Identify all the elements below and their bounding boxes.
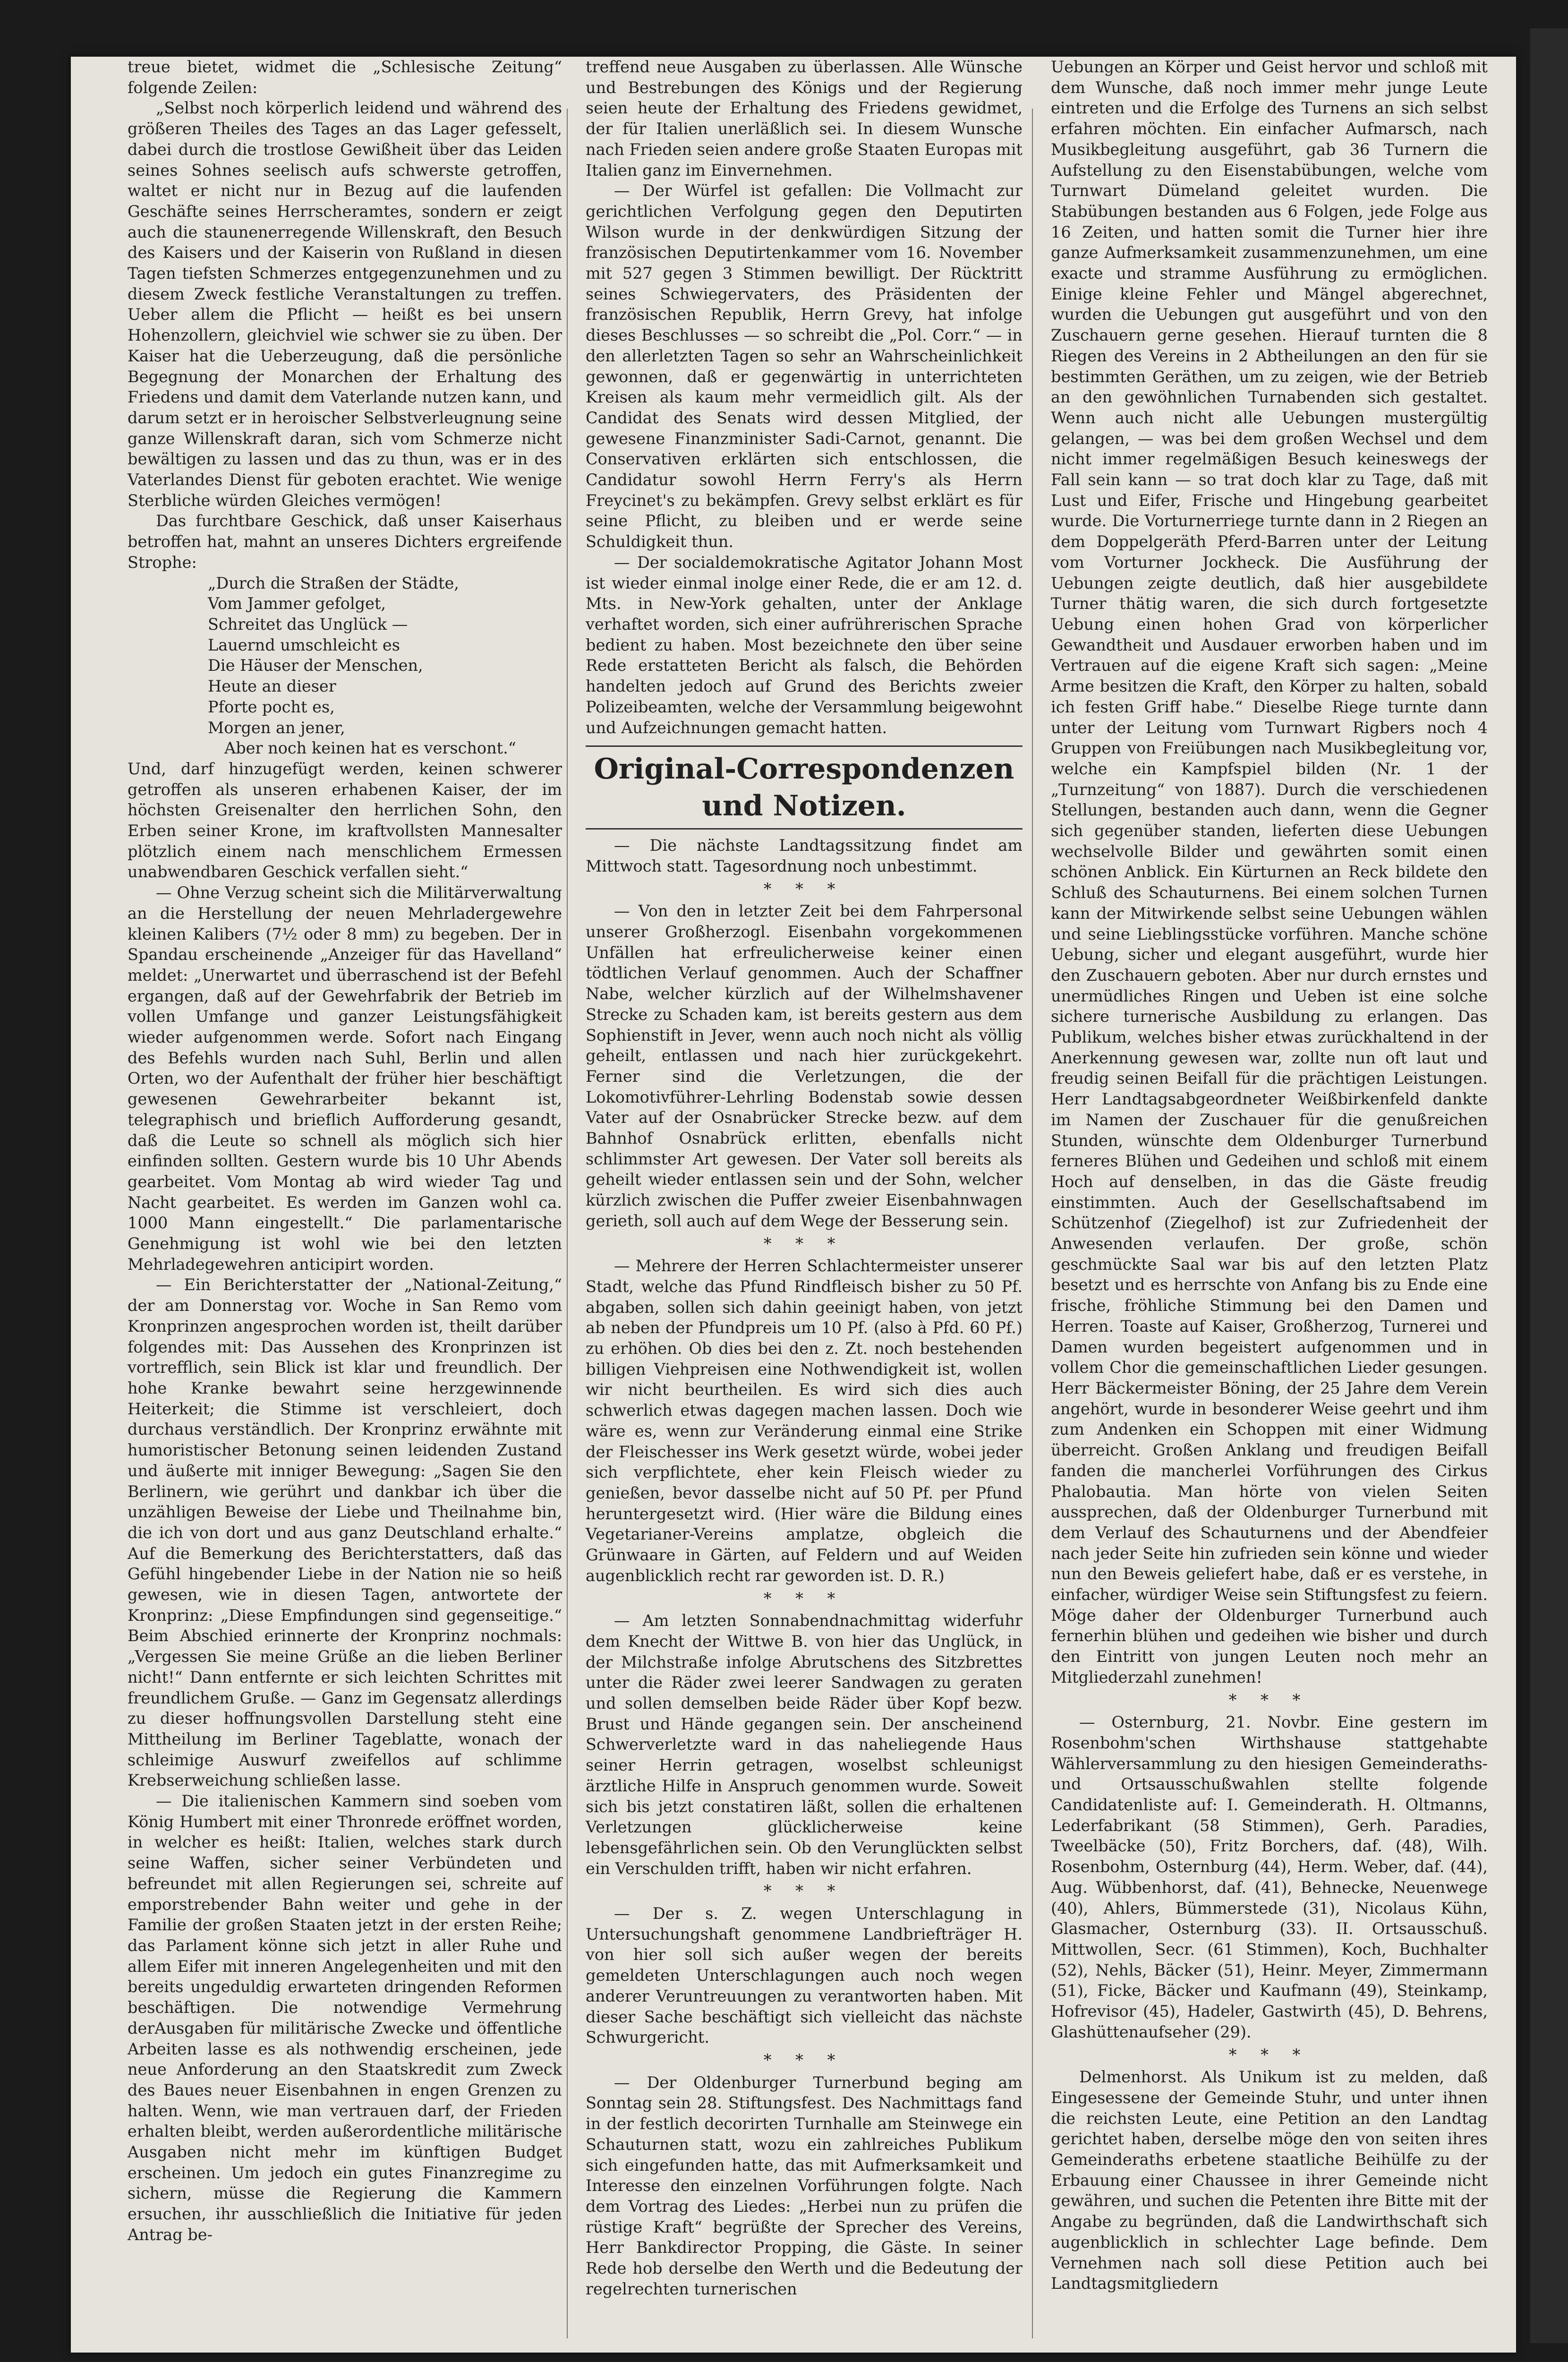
separator: * * * bbox=[1228, 2045, 1310, 2064]
separator: * * * bbox=[763, 2050, 845, 2069]
separator: * * * bbox=[763, 1882, 845, 1900]
verse-line: Heute an dieser bbox=[208, 677, 336, 696]
paragraph: — Am letzten Sonnabendnachmittag widerfuhr dem Knecht der Wittwe B. von hier das Unglück, in der Milchstraße infolge Abrutschens des Sitzbrettes unter die Räder zwei leerer Sandwagen zu geraten und sollen demselben beide Räder über Kopf bezw. Brust und Hände gegangen sein. Der anscheinend Schwerverletzte ward in das naheliegende Haus seiner Herrin getragen, woselbst schleunigst ärztliche Hilfe in Anspruch genommen wurde. Soweit sich bis jetzt constatiren läßt, sollen die erhaltenen Verletzungen glücklicherweise keine lebensgefährlichen sein. Ob den Verunglückten selbst ein Verschulden trifft, haben wir nicht erfahren. bbox=[586, 1611, 1023, 1878]
verse-line: „Durch die Straßen der Städte, bbox=[208, 573, 459, 592]
column-1 bbox=[128, 57, 562, 2286]
separator: * * * bbox=[763, 1234, 845, 1253]
column-rule-1 bbox=[567, 109, 568, 2338]
verse-line: Pforte pocht es, bbox=[208, 697, 335, 716]
paragraph: — Osternburg, 21. Novbr. Eine gestern im Rosenbohm'schen Wirthshause stattgehabte Wählerversammlung zu den hiesigen Gemeinderaths- und Ortsausschußwahlen stellte folgende Candidatenliste auf: I. Gemeinderath. H. Oltmanns, Lederfabrikant (58 Stimmen), Gerh. Paradies, Tweelbäcke (50), Fritz Borchers, daf. (48), Wilh. Rosenbohm, Osternburg (44), Herm. Weber, daf. (44), Aug. Wübbenhorst, daf. (41), Behnecke, Neuenwege (40), Ahlers, Bümmerstede (31), Nicolaus Kühn, Glasmacher, Osternburg (33). II. Ortsausschuß. Mittwollen, Secr. (61 Stimmen), Koch, Buchhalter (52), Nehls, Bäcker (51), Heinr. Meyer, Zimmermann (51), Ficke, Bäcker und Kaufmann (49), Steinkamp, Hofrevisor (45), Hadeler, Gastwirth (45), D. Behrens, Glashüttenaufseher (29). bbox=[1051, 1713, 1488, 2041]
poem-verse bbox=[128, 573, 562, 759]
separator: * * * bbox=[1228, 1690, 1310, 1709]
paragraph: — Ohne Verzug scheint sich die Militärverwaltung an die Herstellung der neuen Mehrladergewehre kleinen Kalibers (7½ oder 8 mm) zu begeben. Der in Spandau erscheinende „Anzeiger für das Havelland“ meldet: „Unerwartet und überraschend ist der Befehl ergangen, daß auf der Gewehrfabrik der Betrieb im vollen Umfange und ganzer Leistungsfähigkeit wieder aufgenommen werde. Sofort nach Eingang des Befehls wurden nach Suhl, Berlin und allen Orten, wo der Aufenthalt der früher hier beschäftigt gewesenen Gewehrarbeiter bekannt ist, telegraphisch und brieflich Aufforderung gesandt, daß die Leute so schnell als möglich sich hier einfinden sollten. Gestern wurde bis 10 Uhr Abends gearbeitet. Vom Montag ab wird wieder Tag und Nacht gearbeitet. Es werden im Ganzen wohl ca. 1000 Mann eingestellt.“ Die parlamentarische Genehmigung ist wohl wie bei den letzten Mehrladegewehren anticipirt worden. bbox=[128, 883, 562, 1274]
column-2 bbox=[586, 57, 1023, 2298]
paragraph: — Die italienischen Kammern sind soeben vom König Humbert mit einer Thronrede eröffnet worden, in welcher es heißt: Italien, welches stark durch seine Waffen, sicher seiner Verbündeten und befreundet mit allen Regierungen sei, schreite auf emporstrebender Bahn weiter und gehe in der Familie der großen Staaten jetzt in der ersten Reihe; das Parlament könne sich jetzt in aller Ruhe und allem Eifer mit inneren Angelegenheiten und mit den bereits ungeduldig erwarteten dringenden Reformen beschäftigen. Die notwendige Vermehrung derAusgaben für militärische Zwecke und öffentliche Arbeiten lasse es als nothwendig erscheinen, jede neue Anforderung an den Staatskredit zum Zweck des Baues neuer Eisenbahnen in engen Grenzen zu halten. Wenn, wie man vertrauen darf, der Frieden erhalten bleibt, werden außerordentliche militärische Ausgaben nicht mehr im künftigen Budget erscheinen. Um jedoch ein gutes Finanzregime zu sichern, müsse die Regierung die Kammern ersuchen, ihr ausschließlich die Initiative für jeden Antrag be- bbox=[128, 1792, 562, 2244]
paragraph: treffend neue Ausgaben zu überlassen. Alle Wünsche und Bestrebungen des Königs und der Regierung seien heute der Erhaltung des Friedens gewidmet, der für Italien unerläßlich sei. In diesem Wunsche nach Frieden seien andere große Staaten Europas mit Italien ganz im Einvernehmen. bbox=[586, 58, 1023, 180]
paragraph: Delmenhorst. Als Unikum ist zu melden, daß Eingesessene der Gemeinde Stuhr, und unter ihnen die reichsten Leute, eine Petition an den Landtag gerichtet haben, derselbe möge den von seiten ihres Gemeinderaths erbetene staatliche Beihülfe zu der Erbauung einer Chaussee in ihrer Gemeinde nicht gewähren, und suchen die Petenten ihre Bitte mit der Angabe zu begründen, daß die Landwirthschaft sich augenblicklich in schlechter Lage befinde. Dem Vernehmen nach soll diese Petition auch bei Landtagsmitgliedern bbox=[1051, 2068, 1488, 2293]
paragraph: — Der s. Z. wegen Unterschlagung in Untersuchungshaft genommene Landbriefträger H. von hier soll sich außer wegen der bereits gemeldeten Unterschlagungen auch noch wegen anderer Veruntreuungen zu verantworten haben. Mit dieser Sache beschäftigt sich vielleicht das nächste Schwurgericht. bbox=[586, 1904, 1023, 2047]
paragraph: Das furchtbare Geschick, daß unser Kaiserhaus betroffen hat, mahnt an unseres Dichters ergreifende Strophe: bbox=[128, 512, 562, 572]
verse-line: Lauernd umschleicht es bbox=[208, 635, 400, 654]
column-rule-2 bbox=[1032, 109, 1033, 2338]
verse-line: Die Häuser der Menschen, bbox=[208, 656, 423, 675]
separator: * * * bbox=[763, 879, 845, 898]
paragraph: treue bietet, widmet die „Schlesische Zeitung“ folgende Zeilen: bbox=[128, 58, 562, 97]
scan-background-edge bbox=[1530, 28, 1568, 2343]
verse-line: Schreitet das Unglück — bbox=[208, 615, 408, 633]
paragraph: — Mehrere der Herren Schlachtermeister unserer Stadt, welche das Pfund Rindfleisch bisher zu 50 Pf. abgaben, sollen sich dahin geeinigt haben, von jetzt ab neben der Pfundpreis um 10 Pf. (also à Pfd. 60 Pf.) zu erhöhen. Ob dies bei den z. Zt. noch bestehenden billigen Viehpreisen eine Nothwendigkeit ist, wollen wir nicht beurtheilen. Es wird sich dies auch schwerlich etwas dagegen machen lassen. Doch wie wäre es, wenn zur Veränderung einmal eine Strike der Fleischesser ins Werk gesetzt würde, wobei jeder sich verpflichtete, eher kein Fleisch wieder zu genießen, bevor dasselbe nicht auf 50 Pf. per Pfund heruntergesetzt wird. (Hier wäre die Bildung eines Vegetarianer-Vereins amplatze, obgleich die Grünwaare in Gärten, auf Feldern und auf Weiden augenblicklich recht rar geworden ist. D. R.) bbox=[586, 1257, 1023, 1585]
section-heading: Original-Correspondenzen und Notizen. bbox=[586, 745, 1023, 830]
separator: * * * bbox=[763, 1589, 845, 1608]
paragraph: — Der Oldenburger Turnerbund beging am Sonntag sein 28. Stiftungsfest. Des Nachmittags fand in der festlich decorirten Turnhalle am Steinwege ein Schauturnen statt, wozu ein zahlreiches Publikum sich eingefunden hatte, das mit Aufmerksamkeit und Interesse den einzelnen Vorführungen folgte. Nach dem Vortrag des Liedes: „Herbei nun zu prüfen die rüstige Kraft“ begrüßte der Sprecher des Vereins, Herr Bankdirector Propping, die Gäste. In seiner Rede hob derselbe den Werth und die Bedeutung der regelrechten turnerischen bbox=[586, 2073, 1023, 2298]
paragraph: — Der socialdemokratische Agitator Johann Most ist wieder einmal inolge einer Rede, die er am 12. d. Mts. in New-York gehalten, unter der Anklage verhaftet worden, sich einer aufrührerischen Sprache bedient zu haben. Most bezeichnete den über seine Rede erstatteten Bericht als falsch, die Behörden handelten jedoch auf Grund des Berichts zweier Polizeibeamten, welche der Versammlung beigewohnt und Aufzeichnungen gemacht hatten. bbox=[586, 553, 1023, 737]
paragraph: — Ein Berichterstatter der „National-Zeitung,“ der am Donnerstag vor. Woche in San Remo vom Kronprinzen angesprochen worden ist, theilt darüber folgendes mit: Das Aussehen des Kronprinzen ist vortrefflich, sein Blick ist klar und freundlich. Der hohe Kranke bewahrt seine herzgewinnende Heiterkeit; die Stimme ist verschleiert, doch durchaus verständlich. Der Kronprinz erwähnte mit humoristischer Betonung seinen leidenden Zustand und äußerte mit inniger Bewegung: „Sagen Sie den Berlinern, wie gerührt und dankbar ich über die unzähligen Beweise der Liebe und Theilnahme bin, die ich von dort und aus ganz Deutschland erhalte.“ Auf die Bemerkung des Berichterstatters, daß das Gefühl hingebender Liebe in der Nation nie so heiß gewesen, wie in diesen Tagen, antwortete der Kronprinz: „Diese Empfindungen sind gegenseitige.“ Beim Abschied erinnerte der Kronprinz nochmals: „Vergessen Sie meine Grüße an die lieben Berliner nicht!“ Dann entfernte er sich leichten Schrittes mit freundlichem Gruße. — Ganz im Gegensatz allerdings zu dieser hoffnungsvollen Darstellung steht eine Mittheilung im Berliner Tageblatte, wonach der schleimige Auswurf zweifellos auf schlimme Krebserweichung schließen lasse. bbox=[128, 1275, 562, 1790]
paragraph: — Von den in letzter Zeit bei dem Fahrpersonal unserer Großherzogl. Eisenbahn vorgekommenen Unfällen hat erfreulicherweise keiner einen tödtlichen Verlauf genommen. Auch der Schaffner Nabe, welcher kürzlich auf der Wilhelmshavener Strecke zu Schaden kam, ist bereits gestern aus dem Sophienstift in Jever, wenn auch noch nicht als völlig geheilt, entlassen und nach hier zurückgekehrt. Ferner sind die Verletzungen, die der Lokomotivführer-Lehrling Bodenstab sowie dessen Vater auf der Osnabrücker Strecke bezw. auf dem Bahnhof Osnabrück erlitten, ebenfalls nicht schlimmster Art gewesen. Der Vater soll bereits als geheilt wieder entlassen sein und der Sohn, welcher kürzlich zwischen die Puffer zweier Eisenbahnwagen gerieth, soll auch auf dem Wege der Besserung sein. bbox=[586, 902, 1023, 1230]
verse-line: Morgen an jener, bbox=[208, 718, 345, 737]
paragraph: Uebungen an Körper und Geist hervor und schloß mit dem Wunsche, daß noch immer mehr junge Leute eintreten und die Erfolge des Turnens an sich selbst erfahren möchten. Ein einfacher Aufmarsch, nach Musikbegleitung ausgeführt, gab 36 Turnern die Aufstellung zu den Eisenstabübungen, welche vom Turnwart Dümeland geleitet wurden. Die Stabübungen bestanden aus 6 Folgen, jede Folge aus 16 Zeiten, und hatten somit die Turner hier ihre ganze Aufmerksamkeit zusammenzunehmen, um eine exacte und stramme Ausführung zu ermöglichen. Einige kleine Fehler und Mängel abgerechnet, wurden die Uebungen gut ausgeführt und von den Zuschauern gerne gesehen. Hierauf turnten die 8 Riegen des Vereins in 2 Abtheilungen an den für sie bestimmten Geräthen, um zu zeigen, wie der Betrieb an den gewöhnlichen Turnabenden sich gestaltet. Wenn auch nicht alle Uebungen mustergültig gelangen, — was bei dem großen Wechsel und dem nicht immer regelmäßigen Besuch keineswegs der Fall sein kann — so trat doch klar zu Tage, daß mit Lust und Eifer, Frische und Hingebung gearbeitet wurde. Die Vorturnerriege turnte dann in 2 Riegen an dem Doppelgeräth Pferd-Barren unter der Leitung vom Vorturner Jockheck. Die Ausführung der Uebungen zeigte deutlich, daß hier ausgebildete Turner thätig waren, die sich durch fortgesetzte Uebung einen hohen Grad von körperlicher Gewandtheit und Ausdauer erworben haben und im Vertrauen auf die eigene Kraft sich sagen: „Meine Arme besitzen die Kraft, den Körper zu halten, sobald ich festen Griff habe.“ Dieselbe Riege turnte dann unter der Leitung vom Turnwart Rigbers noch 4 Gruppen von Freiübungen nach Musikbegleitung vor, welche ein Kampfspiel bilden (Nr. 1 der „Turnzeitung“ von 1887). Durch die verschiedenen Stellungen, bestanden auch dann, wenn die Gegner sich gegenüber standen, lieferten diese Uebungen wechselvolle Bilder und gewährten somit einen schönen Anblick. Ein Kürturnen an Reck bildete den Schluß des Schauturnens. Bei einem solchen Turnen kann der Mitwirkende selbst seine Uebungen wählen und seine Lieblingsstücke vorführen. Manche schöne Uebung, sicher und elegant ausgeführt, wurde hier den Zuschauern geboten. Aber nur durch ernstes und unermüdliches Ringen und Ueben ist eine solche sichere turnerische Ausbildung zu erlangen. Das Publikum, welches bisher etwas zurückhaltend in der Anerkennung gewesen war, zollte nun oft laut und freudig seinen Beifall für die prächtigen Leistungen. Herr Landtagsabgeordneter Weißbirkenfeld dankte im Namen der Zuschauer für die genußreichen Stunden, wünschte dem Oldenburger Turnerbund ferneres Blühen und Gedeihen und schloß mit einem Hoch auf denselben, in das die Gäste freudig einstimmten. Auch der Gesellschaftsabend im Schützenhof (Ziegelhof) ist zur Zufriedenheit der Anwesenden verlaufen. Der große, schön geschmückte Saal war bis auf den letzten Platz besetzt und es herrschte von Anfang bis zu Ende eine frische, fröhliche Stimmung bei den Damen und Herren. Toaste auf Kaiser, Großherzog, Turnerei und Damen wurden begeistert aufgenommen und in vollem Chor die gemeinschaftlichen Lieder gesungen. Herr Bäckermeister Böning, der 25 Jahre dem Verein angehört, wurde in besonderer Weise geehrt und ihm zum Andenken ein Schoppen mit einer Widmung überreicht. Großen Anklang und freudigen Beifall fanden die mancherlei Vorführungen des Cirkus Phalobautia. Man hörte von vielen Seiten aussprechen, daß der Oldenburger Turnerbund mit dem Verlauf des Schauturnens und der Abendfeier nach jeder Seite hin zufrieden sein könne und wieder nun den Beweis geliefert habe, daß er es verstehe, in einfacher, würdiger Weise sein Stiftungsfest zu feiern. Möge daher der Oldenburger Turnerbund auch fernerhin blühen und gedeihen wie bisher und durch den Eintritt von jungen Leuten noch mehr an Mitgliederzahl zunehmen! bbox=[1051, 58, 1488, 1686]
newspaper-page bbox=[71, 57, 1516, 2353]
paragraph: „Selbst noch körperlich leidend und während des größeren Theiles des Tages an das Lager gefesselt, dabei durch die trostlose Gewißheit über das Leiden seines Sohnes seelisch aufs schwerste getroffen, waltet er nicht nur in Bezug auf die laufenden Geschäfte seines Herrscheramtes, sondern er zeigt auch die staunenerregende Willenskraft, den Besuch des Kaisers und der Kaiserin von Rußland in diesen Tagen tiefsten Schmerzes entgegenzunehmen und zu diesem Zweck festliche Veranstaltungen zu treffen. Ueber allem die Pflicht — heißt es bei unsern Hohenzollern, gleichviel wie schwer sie zu üben. Der Kaiser hat die Ueberzeugung, daß die persönliche Begegnung der Monarchen der Erhaltung des Friedens und damit dem Vaterlande nutzen kann, und darum setzt er in heroischer Selbstverleugnung seine ganze Willenskraft daran, sich vom Schmerze nicht bewältigen zu lassen und das zu thun, was er in des Vaterlandes Dienst für geboten erachtet. Wie wenige Sterbliche würden Gleiches vermögen! bbox=[128, 99, 562, 510]
column-3 bbox=[1051, 57, 1488, 2293]
verse-line: Aber noch keinen hat es verschont.“ bbox=[224, 739, 516, 758]
paragraph: Und, darf hinzugefügt werden, keinen schwerer getroffen als unseren erhabenen Kaiser, der im höchsten Greisenalter den herrlichen Sohn, den Erben seiner Krone, im kraftvollsten Mannesalter plötzlich einem nach menschlichem Ermessen unabwendbaren Geschick verfallen sieht.“ bbox=[128, 759, 562, 881]
paragraph: — Die nächste Landtagssitzung findet am Mittwoch statt. Tagesordnung noch unbestimmt. bbox=[586, 836, 1023, 875]
paragraph: — Der Würfel ist gefallen: Die Vollmacht zur gerichtlichen Verfolgung gegen den Deputirten Wilson wurde in der denkwürdigen Sitzung der französischen Deputirtenkammer vom 16. November mit 527 gegen 3 Stimmen bewilligt. Der Rücktritt seines Schwiegervaters, des Präsidenten der französischen Republik, Herrn Grevy, hat infolge dieses Beschlusses — so schreibt die „Pol. Corr.“ — in den allerletzten Tagen so sehr an Wahrscheinlichkeit gewonnen, daß er gegenwärtig in unterrichteten Kreisen als kaum mehr vermeidlich gilt. Als der Candidat des Senats wird dessen Mitglied, der gewesene Finanzminister Sadi-Carnot, genannt. Die Conservativen erklärten sich entschlossen, die Candidatur sowohl Herrn Ferry's als Herrn Freycinet's zu bekämpfen. Grevy selbst erklärt es für seine Pflicht, zu bleiben und er werde seine Schuldigkeit thun. bbox=[586, 181, 1023, 551]
verse-line: Vom Jammer gefolget, bbox=[208, 594, 386, 613]
